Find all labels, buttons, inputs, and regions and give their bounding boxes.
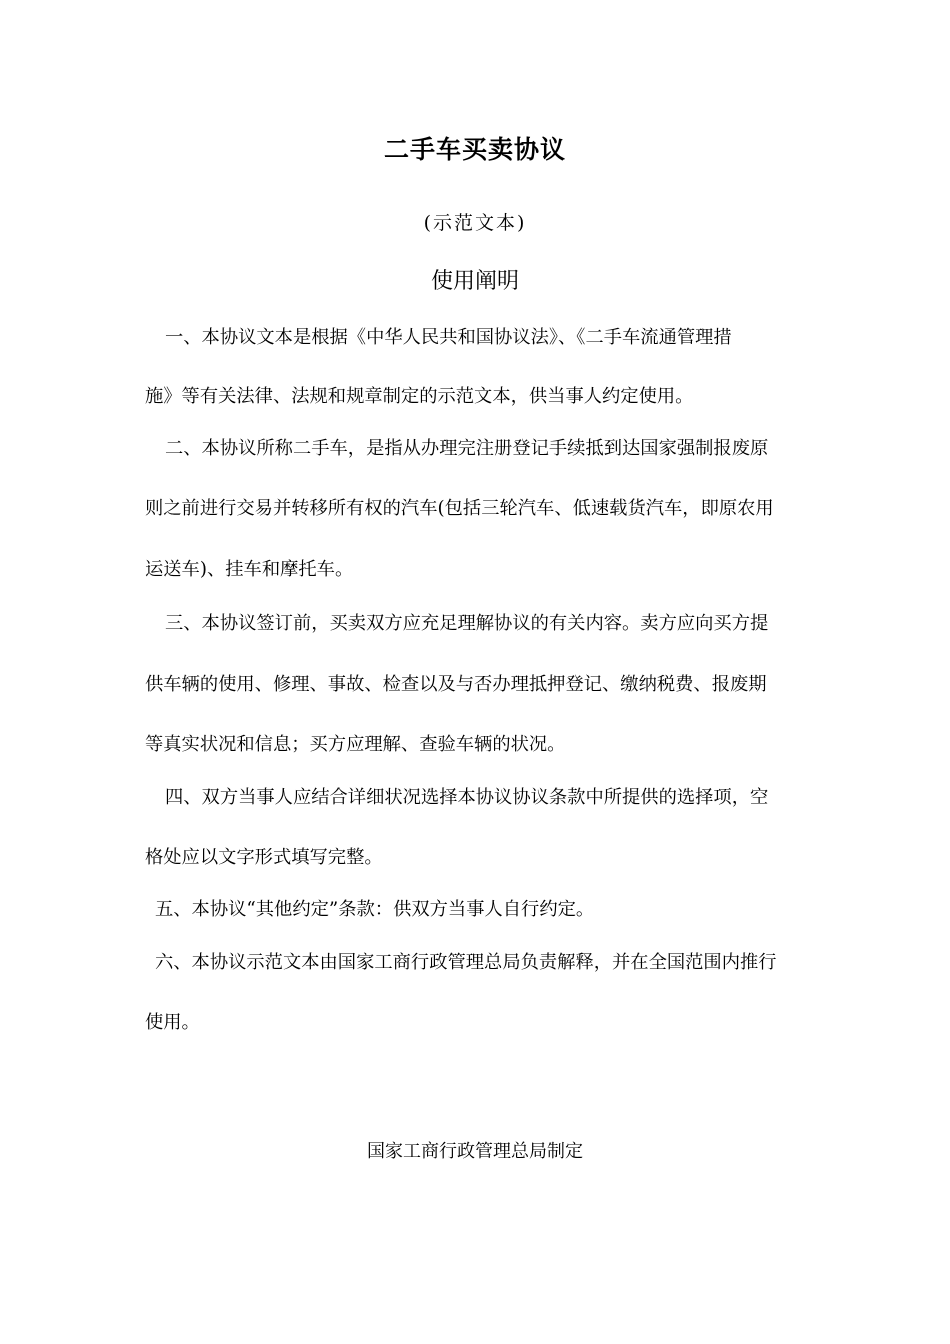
paragraph-1-line-2: 施》等有关法律、法规和规章制定的示范文本，供当事人约定使用。 [145,386,694,407]
paragraph-6-line-2: 使用。 [145,1012,200,1033]
document-subtitle: (示范文本) [423,212,527,234]
paragraph-2-line-1: 二、本协议所称二手车，是指从办理完注册登记手续抵到达国家强制报废原 [165,438,769,459]
paragraph-1-line-1: 一、本协议文本是根据《中华人民共和国协议法》、《二手车流通管理措 [165,327,732,348]
paragraph-3-line-1: 三、本协议签订前，买卖双方应充足理解协议的有关内容。卖方应向买方提 [165,613,769,634]
paragraph-2-line-2: 则之前进行交易并转移所有权的汽车(包括三轮汽车、低速载货汽车，即原农用 [145,498,774,519]
section-heading: 使用阐明 [430,269,519,294]
paragraph-5-line-1: 五、本协议“其他约定”条款：供双方当事人自行约定。 [155,899,595,920]
paragraph-4-line-2: 格处应以文字形式填写完整。 [145,847,383,868]
paragraph-4-line-1: 四、双方当事人应结合详细状况选择本协议协议条款中所提供的选择项，空 [165,787,769,808]
issuer-footer: 国家工商行政管理总局制定 [367,1141,583,1162]
paragraph-6-line-1: 六、本协议示范文本由国家工商行政管理总局负责解释，并在全国范围内推行 [155,952,777,973]
paragraph-3-line-3: 等真实状况和信息；买方应理解、查验车辆的状况。 [145,734,566,755]
paragraph-3-line-2: 供车辆的使用、修理、事故、检查以及与否办理抵押登记、缴纳税费、报废期 [145,674,767,695]
document-title: 二手车买卖协议 [383,135,566,164]
paragraph-2-line-3: 运送车)、挂车和摩托车。 [145,559,354,580]
